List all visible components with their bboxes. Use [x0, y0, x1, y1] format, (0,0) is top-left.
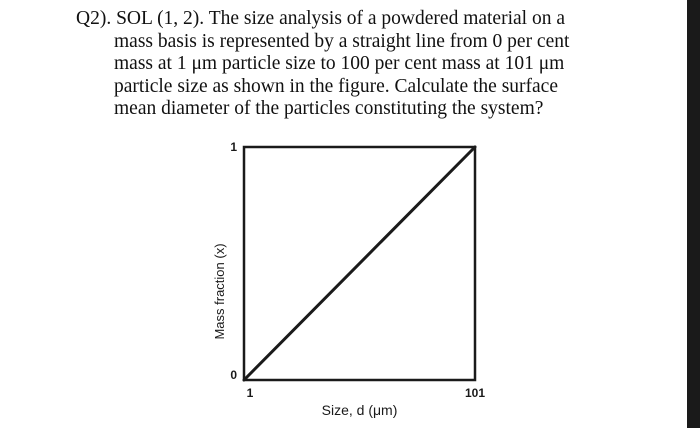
x-tick-label: 101 — [464, 386, 486, 400]
question-line-4: particle size as shown in the figure. Calculate the surface — [114, 75, 558, 97]
y-tick-label: 1 — [230, 140, 237, 154]
y-axis-label: Mass fraction (x) — [212, 243, 227, 340]
question-line-3: mass at 1 μm particle size to 100 per cent mass at 101 μm — [114, 53, 565, 74]
question-line-1: Q2). SOL (1, 2). The size analysis of a powdered material on a — [76, 8, 565, 29]
question-line-2: mass basis is represented by a straight line from 0 per cent — [114, 30, 570, 52]
data-series-line — [244, 147, 475, 380]
question-line-5: mean diameter of the particles constituting the system? — [114, 98, 544, 119]
y-tick-label: 0 — [230, 368, 237, 382]
x-axis-label: Size, d (μm) — [321, 402, 398, 418]
x-tick-label: 1 — [246, 386, 254, 400]
